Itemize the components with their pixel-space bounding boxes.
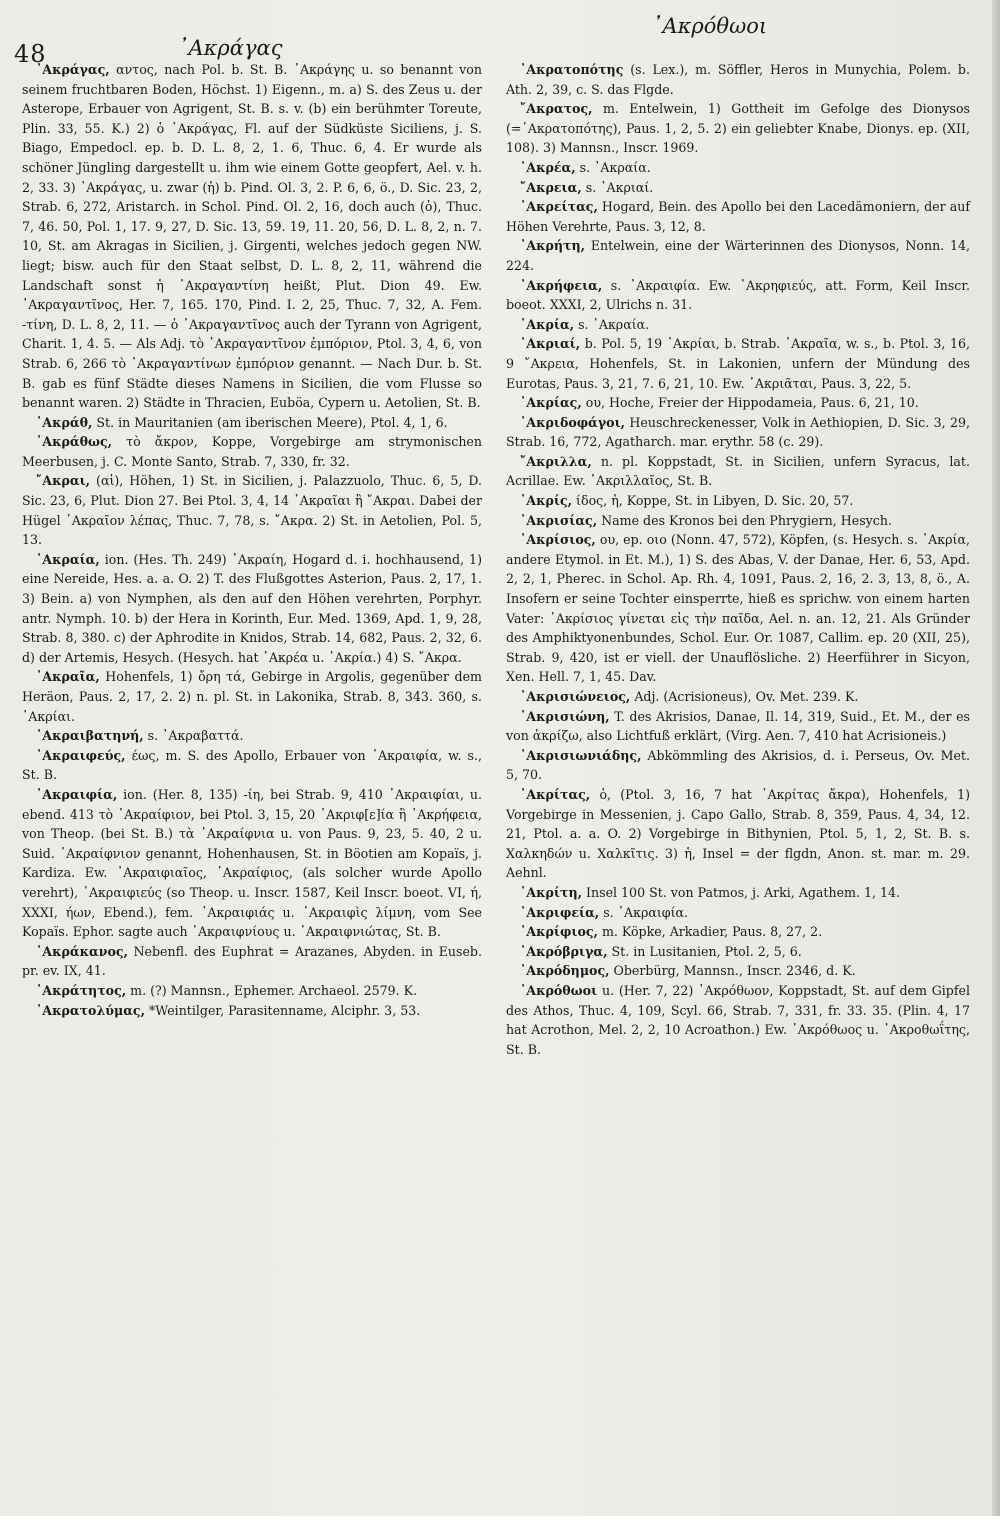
entry-headword: ᾿Ακρισίας, [520,512,598,528]
entry-text: s. ᾿Ακραβαττά. [147,728,244,744]
dictionary-entry [22,726,482,746]
entry-text: Entelwein, eine der Wärterinnen des Dionysos, Nonn. 14, 224. [506,238,970,273]
dictionary-entry [506,99,970,158]
entry-text: (s. Lex.), m. Söffler, Heros in Munychia, Polem. b. Ath. 2, 39, c. S. das Flgde. [506,62,970,97]
dictionary-entry [22,60,482,413]
entry-text: Nebenfl. des Euphrat = Arazanes, Abyden. in Euseb. pr. ev. IX, 41. [22,943,482,979]
dictionary-entry [506,276,970,315]
entry-text: ου, ep. οιο (Nonn. 47, 572), Köpfen, (s. Hesych. s. ᾿Ακρία, andere Etymol. in Et. M.), 1) S. des Abas, V. der Danae, Her. 6, 53, Apd. 2, 2, 1, Pherec. in Schol. Ap. Rh. 4, 1091, Paus. 2, 16, 2. 3, 13, 8, ö., A. Insofern er seine Tochter einsperrte, hieß es sprichw. von einem harten Vater: ᾿Ακρίσιος γίνεται εἰς τὴν παῖδα, Ael. n. an. 12, 21. Als Gründer des Amphiktyonenbundes, Schol. Eur. Or. 1087, Callim. ep. 20 (XII, 25), Strab. 9, 420, ist er viell. der Unauflösliche. 2) Heerführer in Sicyon, Xen. Hell. 7, 1, 45. Dav. [506,532,970,685]
dictionary-entry [22,413,482,433]
entry-headword: ῎Ακρατος, [520,101,593,117]
entry-text: (αἱ), Höhen, 1) St. in Sicilien, j. Palazzuolo, Thuc. 6, 5, D. Sic. 23, 6, Plut. Dion 27. Bei Ptol. 3, 4, 14 ᾿Ακραῖαι ἢ ῎Ακραι. Dabei der Hügel ᾿Ακραῖον λέπας, Thuc. 7, 78, s. ῎Ακρα. 2) St. in Aetolien, Pol. 5, 13. [22,473,482,548]
entry-headword: ᾿Ακρίας, [520,395,582,411]
dictionary-entry [506,530,970,687]
dictionary-entry [506,511,970,531]
entry-headword: ᾿Ακραιφεύς, [36,747,126,763]
entry-headword: ῎Ακραι, [36,473,91,489]
dictionary-entry [22,785,482,942]
entry-headword: ᾿Ακρίσιος, [520,532,596,548]
dictionary-entry [22,942,482,981]
dictionary-entry [22,550,482,668]
dictionary-entry [506,883,970,903]
left-column [22,60,482,1020]
entry-text: n. pl. Koppstadt, St. in Sicilien, unfern Syracus, lat. Acrillae. Ew. ᾿Ακριλλαῖος, St. B. [506,453,970,489]
dictionary-entry [506,393,970,413]
entry-headword: ῎Ακριλλα, [520,453,592,469]
dictionary-entry [22,432,482,471]
dictionary-entry [506,942,970,962]
dictionary-entry [22,746,482,785]
right-column [506,60,970,1059]
entry-headword: ᾿Ακράθως, [36,434,113,450]
entry-headword: ᾿Ακρόδημος, [520,963,610,979]
entry-text: St. in Lusitanien, Ptol. 2, 5, 6. [611,943,802,959]
entry-text: Name des Kronos bei den Phrygiern, Hesych. [601,512,892,528]
dictionary-entry [506,236,970,275]
entry-headword: ᾿Ακριφεία, [520,904,600,920]
entry-headword: ᾿Ακρίς, [520,493,573,509]
entry-text: b. Pol. 5, 19 ᾿Ακρίαι, b. Strab. ᾿Ακραῖα, w. s., b. Ptol. 3, 16, 9 ῎Ακρεια, Hohenfels, St. in Lakonien, unfern der Mündung des Eurotas, Paus. 3, 21, 7. 6, 21, 10. Ew. ᾿Ακριᾶται, Paus. 3, 22, 5. [506,336,971,391]
running-header-left: ᾿Ακράγας [178,36,283,60]
entry-text: m. Köpke, Arkadier, Paus. 8, 27, 2. [601,924,823,940]
entry-text: s. ᾿Ακραία. [578,316,650,332]
dictionary-entry [506,178,970,198]
entry-headword: ᾿Ακράτητος, [36,982,127,998]
entry-text: έως, m. S. des Apollo, Erbauer von ᾿Ακραιφία, w. s., St. B. [22,747,482,783]
entry-text: Adj. (Acrisioneus), Ov. Met. 239. K. [634,689,859,704]
dictionary-entry [506,961,970,981]
entry-text: m. Entelwein, 1) Gottheit im Gefolge des Dionysos (=᾿Ακρατοπότης), Paus. 1, 2, 5. 2) ein geliebter Knabe, Dionys. ep. (XII, 108). 3) Mannsn., Inscr. 1969. [506,101,970,156]
dictionary-entry [506,452,970,491]
entry-headword: ᾿Ακρισιωνιάδης, [520,747,642,763]
entry-text: Hohenfels, 1) ὄρη τά, Gebirge in Argolis, gegenüber dem Heräon, Paus. 2, 17, 2. 2) n. pl. St. in Lakonika, Strab. 8, 343. 360, s. ᾿Ακρίαι. [22,669,482,724]
dictionary-entry [22,471,482,549]
entry-headword: ᾿Ακρίτας, [520,786,591,802]
entry-text: m. (?) Mannsn., Ephemer. Archaeol. 2579. K. [130,982,418,998]
entry-text: αντος, nach Pol. b. St. B. ᾿Ακράγης u. so benannt von seinem fruchtbaren Boden, Höchst. 1) Eigenn., m. a) S. des Zeus u. der Asterope, Erbauer von Agrigent, St. B. s. v. (b) ein berühmter Toreute, Plin. 33, 55. K.) 2) ὁ ᾿Ακράγας, Fl. auf der Südküste Siciliens, j. S. Biago, Empedocl. ep. b. D. L. 8, 2, 1. 6, Thuc. 6, 4. Er wurde als schöner Jüngling dargestellt u. ihm wie einem Gotte geopfert, Ael. v. h. 2, 33. 3) ᾿Ακράγας, u. zwar (ἡ) b. Pind. Ol. 3, 2. P. 6, 6, ö., D. Sic. 23, 2, Strab. 6, 272, Aristarch. in Schol. Pind. Ol. 2, 16, doch auch (ὁ), Thuc. 7, 46. 50, Pol. 1, 17. 9, 27, D. Sic. 13, 59. 19, 11. 20, 56, D. L. 8, 2, n. 7. 10, St. am Akragas in Sicilien, j. Girgenti, welches jedoch gegen NW. liegt; bisw. auch für den Staat selbst, D. L. 8, 2, 11, während die Landschaft sonst ἡ ᾿Ακραγαντίνη heißt, Plut. Dion 49. Ew. ᾿Ακραγαντῖνος, Her. 7, 165. 170, Pind. I. 2, 25, Thuc. 7, 32, A. Fem. -τίνη, D. L. 8, 2, 11. — ὁ ᾿Ακραγαντῖνος auch der Tyrann von Agrigent, Charit. 1, 4. 5. — Als Adj. τὸ ᾿Ακραγαντῖνον ἐμπόριον, Ptol. 3, 4, 6, von Strab. 6, 266 τὸ ᾿Ακραγαντίνων ἐμπόριον genannt. — Nach Dur. b. St. B. gab es fünf Städte dieses Namens in Sicilien, die vom Flusse so benannt waren. 2) Städte in Thracien, Euböa, Cypern u. Aetolien, St. B. [22,62,482,411]
entry-headword: ᾿Ακραιβατηνή, [36,728,144,744]
entry-headword: ᾿Ακραιφία, [36,786,118,802]
entry-headword: ᾿Ακρήτη, [520,238,586,254]
entry-text: ion. (Her. 8, 135) -ίη, bei Strab. 9, 410 ᾿Ακραιφίαι, u. ebend. 413 τὸ ᾿Ακραίφιον, bei Ptol. 3, 15, 20 ᾿Ακριφ[ε]ία ἢ ᾿Ακρήφεια, von Theop. (bei St. B.) τὰ ᾿Ακραίφνια u. von Paus. 9, 23, 5. 40, 2 u. Suid. ᾿Ακραίφνιον genannt, Hohenhausen, St. in Böotien am Kopaïs, j. Kardiza. Ew. ᾿Ακραιφιαῖος, ᾿Ακραίφιος, (als solcher wurde Apollo verehrt), ᾿Ακραιφιεύς (so Theop. u. Inscr. 1587, Keil Inscr. boeot. VI, ή, XXXI, ήων, Ebend.), fem. ᾿Ακραιφιάς u. ᾿Ακραιφὶς λίμνη, vom See Kopaïs. Ephor. sagte auch ᾿Ακραιφνίους u. ᾿Ακραιφνιώτας, St. B. [22,786,482,940]
entry-headword: ῎Ακρεια, [520,179,582,195]
entry-text: s. ᾿Ακραιφία. Ew. ᾿Ακρηφιεύς, att. Form, Keil Inscr. boeot. XXXI, 2, Ulrichs n. 31. [506,277,970,313]
entry-headword: ᾿Ακρισιώνειος, [520,689,631,704]
entry-headword: ᾿Ακράθ, [36,414,93,430]
entry-text: St. in Mauritanien (am iberischen Meere), Ptol. 4, 1, 6. [96,414,448,430]
entry-text: Heuschreckenesser, Volk in Aethiopien, D. Sic. 3, 29, Strab. 16, 772, Agatharch. mar. erythr. 58 (c. 29). [506,414,970,450]
dictionary-entry [506,315,970,335]
entry-text: s. ᾿Ακραία. [579,159,651,175]
entry-text: τὸ ἄκρον, Koppe, Vorgebirge am strymonischen Meerbusen, j. C. Monte Santo, Strab. 7, 330, fr. 32. [22,434,482,469]
entry-text: s. ᾿Ακραιφία. [603,904,689,920]
entry-text: u. (Her. 7, 22) ᾿Ακρόθωον, Koppstadt, St. auf dem Gipfel des Athos, Thuc. 4, 109, Scyl. 66, Strab. 7, 331, fr. 33. 35. (Plin. 4, 17 hat Acrothon, Mel. 2, 2, 10 Acroathon.) Ew. ᾿Ακρόθωος u. ᾿Ακροθωΐτης, St. B. [506,982,970,1057]
entry-text: Hogard, Bein. des Apollo bei den Lacedämoniern, der auf Höhen Verehrte, Paus. 3, 12, 8. [506,199,970,234]
running-header-right: ᾿Ακρόθωοι [652,14,768,38]
entry-headword: ᾿Ακρόθωοι [520,982,598,998]
entry-text: ion. (Hes. Th. 249) ᾿Ακραίη, Hogard d. i. hochhausend, 1) eine Nereide, Hes. a. a. O. 2) T. des Flußgottes Asterion, Paus. 2, 17, 1. 3) Bein. a) von Nymphen, als den auf den Höhen verehrten, Porphyr. antr. Nymph. 10. b) der Hera in Korinth, Eur. Med. 1369, Apd. 1, 9, 28, Strab. 8, 380. c) der Aphrodite in Knidos, Strab. 14, 682, Paus. 2, 32, 6. d) der Artemis, Hesych. (Hesych. hat ᾿Ακρέα u. ᾿Ακρία.) 4) S. ῎Ακρα. [22,551,482,665]
dictionary-entry [506,197,970,236]
dictionary-entry [506,687,970,707]
dictionary-entry [506,158,970,178]
dictionary-entry [506,413,970,452]
dictionary-entry [22,1001,482,1021]
entry-text: ου, Hoche, Freier der Hippodameia, Paus. 6, 21, 10. [585,395,919,411]
dictionary-entry [506,922,970,942]
dictionary-entry [506,707,970,746]
entry-headword: ᾿Ακρατοπότης [520,62,624,77]
entry-headword: ᾿Ακράκανος, [36,943,128,959]
entry-headword: ᾿Ακρόβριγα, [520,943,608,959]
dictionary-entry [22,667,482,726]
entry-text: s. ᾿Ακριαί. [585,179,654,195]
entry-text: Oberbürg, Mannsn., Inscr. 2346, d. K. [613,963,856,979]
page-edge [992,0,1000,1516]
entry-headword: ᾿Ακρήφεια, [520,277,603,293]
entry-headword: ᾿Ακρισιώνη, [520,708,610,724]
dictionary-entry [506,334,970,393]
entry-headword: ᾿Ακρίτη, [520,884,582,900]
entry-text: ὁ, (Ptol. 3, 16, 7 hat ᾿Ακρίτας ἄκρα), Hohenfels, 1) Vorgebirge in Messenien, j. Capo Gallo, Strab. 8, 359, Paus. 4, 34, 12. 21, Ptol. a. a. O. 2) Vorgebirge in Bithynien, Ptol. 5, 1, 2, St. B. s. Χαλκηδών u. Χαλκῖτις. 3) ἡ, Insel = der flgdn, Anon. st. mar. m. 29. Aehnl. [506,786,970,881]
entry-headword: ᾿Ακρία, [520,316,575,332]
entry-headword: ᾿Ακράγας, [36,62,110,77]
entry-headword: ᾿Ακρίφιος, [520,924,598,940]
entry-headword: ᾿Ακριδοφάγοι, [520,414,626,430]
entry-headword: ᾿Ακρέα, [520,159,576,175]
entry-text: *Weintilger, Parasitenname, Alciphr. 3, 53. [149,1002,421,1018]
dictionary-entry [506,981,970,1059]
dictionary-entry [506,60,970,99]
entry-text: Insel 100 St. von Patmos, j. Arki, Agathem. 1, 14. [586,884,901,900]
entry-text: Abkömmling des Akrisios, d. i. Perseus, Ov. Met. 5, 70. [506,747,970,783]
entry-headword: ᾿Ακραία, [36,551,100,567]
entry-headword: ᾿Ακρείτας, [520,199,598,215]
dictionary-entry [506,491,970,511]
dictionary-entry [506,746,970,785]
dictionary-entry [506,785,970,883]
dictionary-entry [506,903,970,923]
page-number: 48 [14,40,47,68]
entry-headword: ᾿Ακριαί, [520,336,581,352]
entry-headword: ᾿Ακραῖα, [36,669,100,685]
entry-text: T. des Akrisios, Danae, Il. 14, 319, Suid., Et. M., der es von ἀκρίζω, also Lichtfuß erklärt, (Virg. Aen. 7, 410 hat Acrisioneis.) [506,708,970,744]
dictionary-entry [22,981,482,1001]
entry-headword: ᾿Ακρατολύμας, [36,1002,145,1018]
entry-text: ίδος, ἡ, Koppe, St. in Libyen, D. Sic. 20, 57. [576,493,854,509]
